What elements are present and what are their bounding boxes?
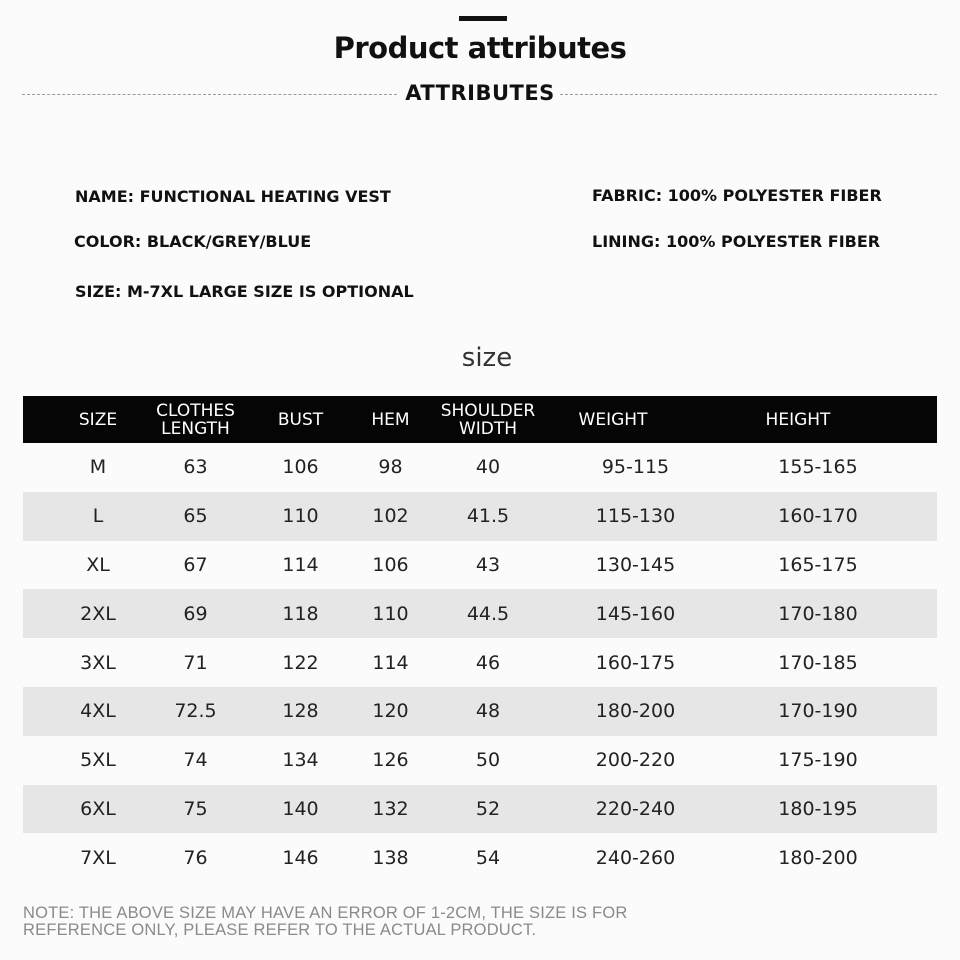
- cell-weight: 200-220: [595, 749, 676, 772]
- table-row: [23, 687, 937, 736]
- header-bust: BUST: [277, 409, 324, 430]
- cell-hem: 138: [372, 846, 409, 869]
- cell-height: 165-175: [778, 553, 858, 576]
- header-hem: HEM: [371, 409, 410, 430]
- table-row: [23, 492, 937, 541]
- cell-bust: 140: [282, 797, 319, 820]
- table-row: [23, 589, 937, 638]
- header-size: SIZE: [78, 409, 118, 430]
- cell-size: L: [92, 505, 104, 528]
- cell-hem: 106: [372, 553, 409, 576]
- cell-hem: 114: [372, 651, 409, 674]
- cell-clothes-length: 76: [183, 846, 208, 869]
- attr-color: COLOR: BLACK/GREY/BLUE: [74, 232, 312, 251]
- cell-weight: 95-115: [601, 456, 670, 479]
- table-row: [23, 833, 937, 882]
- attr-lining: LINING: 100% POLYESTER FIBER: [592, 232, 881, 251]
- cell-height: 160-170: [778, 505, 858, 528]
- table-row: [23, 736, 937, 785]
- size-table: [23, 396, 937, 882]
- cell-weight: 240-260: [595, 846, 676, 869]
- cell-shoulder-width: 54: [475, 846, 501, 869]
- header-clothes-length: CLOTHES LENGTH: [156, 400, 235, 439]
- table-row: [23, 443, 937, 492]
- size-note: NOTE: THE ABOVE SIZE MAY HAVE AN ERROR OF 1-2CM, THE SIZE IS FOR REFERENCE ONLY, PLEASE REFER TO THE ACTUAL PRODUCT.: [23, 904, 628, 939]
- attr-size: SIZE: M-7XL LARGE SIZE IS OPTIONAL: [75, 282, 414, 301]
- cell-weight: 220-240: [595, 797, 676, 820]
- cell-height: 170-185: [778, 651, 858, 674]
- cell-size: 7XL: [80, 846, 116, 869]
- attr-name: NAME: FUNCTIONAL HEATING VEST: [75, 187, 391, 206]
- cell-shoulder-width: 48: [475, 700, 501, 723]
- cell-bust: 110: [282, 505, 319, 528]
- cell-size: 2XL: [80, 602, 116, 625]
- table-header: [23, 396, 937, 443]
- cell-height: 170-180: [778, 602, 858, 625]
- cell-shoulder-width: 50: [475, 749, 501, 772]
- attr-fabric: FABRIC: 100% POLYESTER FIBER: [592, 186, 882, 205]
- header-shoulder-width: SHOULDER WIDTH: [440, 400, 536, 439]
- cell-clothes-length: 71: [183, 651, 208, 674]
- cell-hem: 98: [378, 456, 403, 479]
- cell-shoulder-width: 46: [475, 651, 501, 674]
- cell-clothes-length: 67: [183, 553, 208, 576]
- cell-height: 170-190: [778, 700, 858, 723]
- page-title: Product attributes: [333, 31, 627, 65]
- cell-shoulder-width: 40: [475, 456, 501, 479]
- cell-weight: 180-200: [595, 700, 676, 723]
- cell-bust: 146: [282, 846, 319, 869]
- cell-size: 4XL: [80, 700, 116, 723]
- cell-hem: 120: [372, 700, 409, 723]
- cell-clothes-length: 65: [183, 505, 208, 528]
- cell-shoulder-width: 52: [475, 797, 501, 820]
- cell-clothes-length: 69: [183, 602, 208, 625]
- cell-shoulder-width: 43: [475, 553, 501, 576]
- cell-bust: 134: [282, 749, 319, 772]
- cell-size: XL: [86, 553, 110, 576]
- header-weight: WEIGHT: [578, 409, 648, 430]
- table-body: [23, 443, 937, 882]
- cell-weight: 130-145: [595, 553, 676, 576]
- cell-shoulder-width: 41.5: [466, 505, 510, 528]
- cell-size: 5XL: [80, 749, 116, 772]
- cell-bust: 118: [282, 602, 319, 625]
- cell-hem: 102: [372, 505, 409, 528]
- cell-clothes-length: 75: [183, 797, 208, 820]
- cell-bust: 128: [282, 700, 319, 723]
- cell-bust: 122: [282, 651, 319, 674]
- size-heading: size: [461, 343, 513, 373]
- cell-clothes-length: 74: [183, 749, 208, 772]
- cell-weight: 145-160: [595, 602, 676, 625]
- cell-shoulder-width: 44.5: [466, 602, 510, 625]
- cell-height: 155-165: [778, 456, 858, 479]
- cell-bust: 106: [282, 456, 319, 479]
- cell-clothes-length: 72.5: [174, 700, 217, 723]
- cell-weight: 160-175: [595, 651, 676, 674]
- cell-height: 175-190: [778, 749, 858, 772]
- table-row: [23, 541, 937, 590]
- cell-hem: 126: [372, 749, 409, 772]
- cell-clothes-length: 63: [183, 456, 208, 479]
- cell-size: M: [89, 456, 107, 479]
- cell-bust: 114: [282, 553, 319, 576]
- cell-hem: 132: [372, 797, 409, 820]
- cell-hem: 110: [372, 602, 409, 625]
- cell-size: 3XL: [80, 651, 116, 674]
- table-row: [23, 785, 937, 834]
- cell-size: 6XL: [80, 797, 116, 820]
- table-row: [23, 638, 937, 687]
- cell-height: 180-195: [778, 797, 858, 820]
- section-subtitle: ATTRIBUTES: [405, 81, 555, 105]
- cell-height: 180-200: [778, 846, 858, 869]
- cell-weight: 115-130: [595, 505, 676, 528]
- decorative-bar: [459, 16, 507, 21]
- header-height: HEIGHT: [765, 409, 831, 430]
